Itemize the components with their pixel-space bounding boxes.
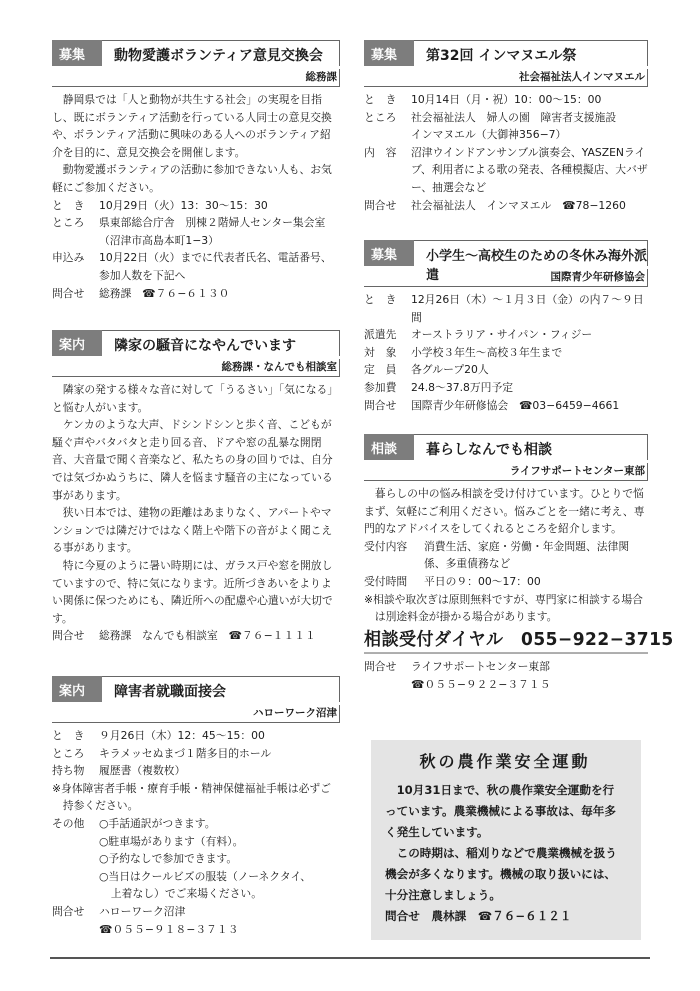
info-key: 問合せ bbox=[364, 398, 397, 412]
info-key: と き bbox=[52, 729, 85, 742]
info-key: 対 象 bbox=[364, 345, 397, 359]
section-title: 暮らしなんでも相談 bbox=[414, 434, 648, 460]
info-row-apply bbox=[52, 249, 340, 284]
info-row-contact bbox=[364, 397, 648, 415]
info-value: ライフサポートセンター東部 bbox=[411, 660, 550, 674]
info-key: 申込み bbox=[52, 251, 85, 265]
section-job-fair bbox=[52, 676, 340, 938]
info-key: 派遣先 bbox=[364, 328, 397, 342]
paragraph: ケンカのような大声、ドシンドシンと歩く音、こどもが騒ぐ声やバタバタと走り回る音、ドアや窓の乱暴な開閉音、大音量で聞く音楽など、私たちの身の回りでは、自分では気づかぬうちに、隣人を悩ます騒音の主になっている事があります。 bbox=[52, 418, 333, 502]
other-item-cont: 上着なし）でご来場ください。 bbox=[110, 887, 263, 901]
info-row-contact bbox=[52, 903, 340, 921]
section-body bbox=[52, 377, 340, 645]
info-value-line: インマヌエル（大御神356−7） bbox=[411, 128, 567, 142]
section-dept: 総務課 bbox=[52, 69, 340, 87]
phone-number: ☎０５５−９１８−３７１３ bbox=[99, 922, 239, 936]
category-tag: 相談 bbox=[364, 434, 414, 460]
section-title: 小学生～高校生のための冬休み海外派遣 bbox=[414, 240, 648, 266]
category-tag: 募集 bbox=[52, 40, 102, 66]
section-dept: 国際青少年研修協会 bbox=[364, 269, 648, 287]
info-value: 各グループ20人 bbox=[411, 363, 489, 377]
category-tag: 案内 bbox=[52, 676, 102, 702]
info-key: 問合せ bbox=[52, 629, 85, 643]
info-row-target bbox=[364, 344, 648, 362]
section-body bbox=[52, 723, 340, 938]
info-key: 参加費 bbox=[364, 380, 397, 394]
section-neighbor-noise bbox=[52, 330, 340, 676]
info-key: と き bbox=[364, 293, 397, 306]
info-row-capacity bbox=[364, 361, 648, 379]
info-key: ところ bbox=[52, 216, 85, 230]
section-header bbox=[52, 40, 340, 66]
info-key: と き bbox=[52, 198, 85, 212]
other-item: ○予約なしで参加できます。 bbox=[99, 852, 238, 866]
info-key: と き bbox=[364, 93, 397, 106]
info-row-content bbox=[364, 538, 648, 573]
info-row-content bbox=[364, 144, 648, 197]
paragraph: 静岡県では「人と動物が共生する社会」の実現を目指し、既にボランティア活動を行っている人同士の意見交換や、ボランティア活動に興味のある人へのボランティア紹介を目的に、意見交換会を開催します。 bbox=[52, 93, 332, 159]
info-key: 定 員 bbox=[364, 363, 397, 377]
info-value: 消費生活、家庭・労働・年金問題、法律関係、多重債務など bbox=[424, 539, 630, 571]
info-row-contact bbox=[52, 627, 340, 645]
note: ※相談や取次ぎは原則無料ですが、専門家に相談する場合は別途料金が掛かる場合があります。 bbox=[364, 592, 643, 624]
section-body bbox=[52, 87, 340, 302]
section-dept: ライフサポートセンター東部 bbox=[364, 463, 648, 481]
info-value: 平日の９：00～17：00 bbox=[424, 574, 541, 588]
info-value: 10月22日（火）までに代表者氏名、電話番号、参加人数を下記へ bbox=[99, 251, 332, 282]
info-row-when bbox=[364, 291, 648, 326]
other-item: ○当日はクールビズの服装（ノーネクタイ、 bbox=[99, 869, 312, 883]
farm-safety-box bbox=[371, 740, 641, 940]
info-key: 受付内容 bbox=[364, 539, 408, 553]
left-column bbox=[52, 40, 340, 938]
info-row-where bbox=[364, 109, 648, 144]
info-key: 問合せ bbox=[52, 286, 85, 300]
info-row-destination bbox=[364, 326, 648, 344]
info-value: キラメッセぬまづ１階多目的ホール bbox=[99, 746, 272, 760]
info-value: 総務課 なんでも相談室 ☎７６−１１１１ bbox=[99, 629, 316, 643]
info-key: 問合せ bbox=[364, 198, 397, 212]
paragraph: 暮らしの中の悩み相談を受け付けています。ひとりで悩まず、気軽にご利用ください。悩みごとを一緒に考え、専門的なアドバイスをしてくれるところを紹介します。 bbox=[364, 487, 645, 536]
info-value: 履歴書（複数枚） bbox=[99, 764, 186, 778]
category-tag: 募集 bbox=[364, 240, 414, 266]
info-key: ところ bbox=[364, 110, 397, 124]
section-title: 障害者就職面接会 bbox=[102, 676, 340, 702]
info-row-other bbox=[52, 815, 340, 903]
right-column bbox=[364, 40, 674, 694]
section-title: 第32回 インマヌエル祭 bbox=[414, 40, 648, 66]
info-value-line: 社会福祉法人 婦人の園 障害者支援施設 bbox=[411, 110, 617, 124]
info-value: 国際青少年研修協会 ☎03−6459−4661 bbox=[411, 398, 620, 412]
info-value bbox=[411, 109, 648, 144]
info-key: 受付時間 bbox=[364, 574, 408, 588]
section-body bbox=[364, 87, 648, 214]
info-value: 12月26日（木）～１月３日（金）の内７～９日間 bbox=[411, 293, 644, 324]
section-header bbox=[52, 676, 340, 702]
box-title: 秋の農作業安全運動 bbox=[419, 752, 591, 771]
section-header bbox=[52, 330, 340, 356]
info-value: 10月29日（火）13：30～15：30 bbox=[99, 198, 268, 212]
info-row-time bbox=[364, 573, 648, 591]
info-row-contact bbox=[52, 285, 340, 303]
section-volunteer-meeting bbox=[52, 40, 340, 330]
info-key: その他 bbox=[52, 816, 85, 830]
paragraph: 動物愛護ボランティアの活動に参加できない人も、お気軽にご参加ください。 bbox=[52, 163, 332, 194]
section-festival bbox=[364, 40, 648, 240]
section-title: 隣家の騒音になやんでいます bbox=[102, 330, 340, 356]
paragraph: 隣家の発する様々な音に対して「うるさい」「気になる」と悩む人がいます。 bbox=[52, 383, 339, 414]
phone-number: ☎０５５−９２２−３７１５ bbox=[411, 677, 551, 691]
bottom-divider bbox=[50, 957, 650, 959]
section-body bbox=[364, 287, 648, 414]
paragraph: 10月31日まで、秋の農作業安全運動を行っています。農業機械による事故は、毎年多く発生しています。 bbox=[385, 783, 616, 839]
consultation-dial: 相談受付ダイヤル 055−922−3715 bbox=[364, 631, 648, 653]
info-value: 社会福祉法人 インマヌエル ☎78−1260 bbox=[411, 198, 626, 212]
section-dept: 社会福祉法人インマヌエル bbox=[364, 69, 648, 87]
info-value: 沼津ウインドアンサンブル演奏会、YASZENライブ、利用者による歌の発表、各種模擬店、大バザー、抽選会など bbox=[411, 145, 648, 194]
info-row-bring bbox=[52, 762, 340, 780]
section-body bbox=[364, 481, 674, 694]
info-row-where bbox=[52, 745, 340, 763]
info-value: 24.8～37.8万円予定 bbox=[411, 380, 514, 394]
category-tag: 募集 bbox=[364, 40, 414, 66]
paragraph: 特に今夏のように暑い時期には、ガラス戸や窓を開放していますので、特に気になります。近所づきあいをよりよい関係に保つためにも、隣近所への配慮や心遣いが大切です。 bbox=[52, 558, 333, 625]
info-row-fee bbox=[364, 379, 648, 397]
info-row-contact bbox=[364, 658, 648, 676]
info-row-when bbox=[52, 197, 340, 215]
other-list bbox=[99, 815, 340, 903]
section-header bbox=[364, 434, 648, 460]
paragraph: この時期は、稲刈りなどで農業機械を扱う機会が多くなります。機械の取り扱いには、十分注意しましょう。 bbox=[385, 846, 617, 902]
info-row-where bbox=[52, 214, 340, 249]
info-key: 問合せ bbox=[52, 904, 85, 918]
info-value: ９月26日（木）12：45～15：00 bbox=[99, 729, 265, 742]
paragraph: 狭い日本では、建物の距離はあまりなく、アパートやマンションでは隣だけではなく階上や階下の音がよく聞こえる事があります。 bbox=[52, 506, 333, 555]
other-item: ○手話通訳がつきます。 bbox=[99, 816, 216, 830]
info-key: 持ち物 bbox=[52, 764, 85, 778]
info-key: 内 容 bbox=[364, 145, 397, 159]
box-contact: 問合せ 農林課 ☎７６−６１２１ bbox=[385, 909, 572, 923]
info-value: 総務課 ☎７６−６１３０ bbox=[99, 286, 230, 300]
other-item: ○駐車場があります（有料）。 bbox=[99, 834, 244, 848]
section-dept: ハローワーク沼津 bbox=[52, 705, 340, 723]
section-overseas-exchange bbox=[364, 240, 648, 434]
section-dept: 総務課・なんでも相談室 bbox=[52, 359, 340, 377]
note: ※身体障害者手帳・療育手帳・精神保健福祉手帳は必ずご持参ください。 bbox=[52, 781, 331, 813]
info-key: 問合せ bbox=[364, 660, 397, 674]
info-value: オーストラリア・サイパン・フィジー bbox=[411, 328, 593, 342]
section-life-consultation bbox=[364, 434, 674, 694]
section-header bbox=[364, 40, 648, 66]
info-row-when bbox=[364, 91, 648, 109]
section-title: 動物愛護ボランティア意見交換会 bbox=[102, 40, 340, 66]
info-value: 10月14日（月・祝）10：00～15：00 bbox=[411, 93, 602, 106]
info-row-contact bbox=[364, 197, 648, 215]
info-row-when bbox=[52, 727, 340, 745]
info-key: ところ bbox=[52, 746, 85, 760]
info-value: 県東部総合庁舎 別棟２階婦人センター集会室（沼津市高島本町1−3） bbox=[99, 216, 326, 247]
info-value: ハローワーク沼津 bbox=[99, 904, 186, 918]
category-tag: 案内 bbox=[52, 330, 102, 356]
box-body bbox=[385, 780, 625, 927]
info-value: 小学校３年生～高校３年生まで bbox=[411, 345, 563, 359]
